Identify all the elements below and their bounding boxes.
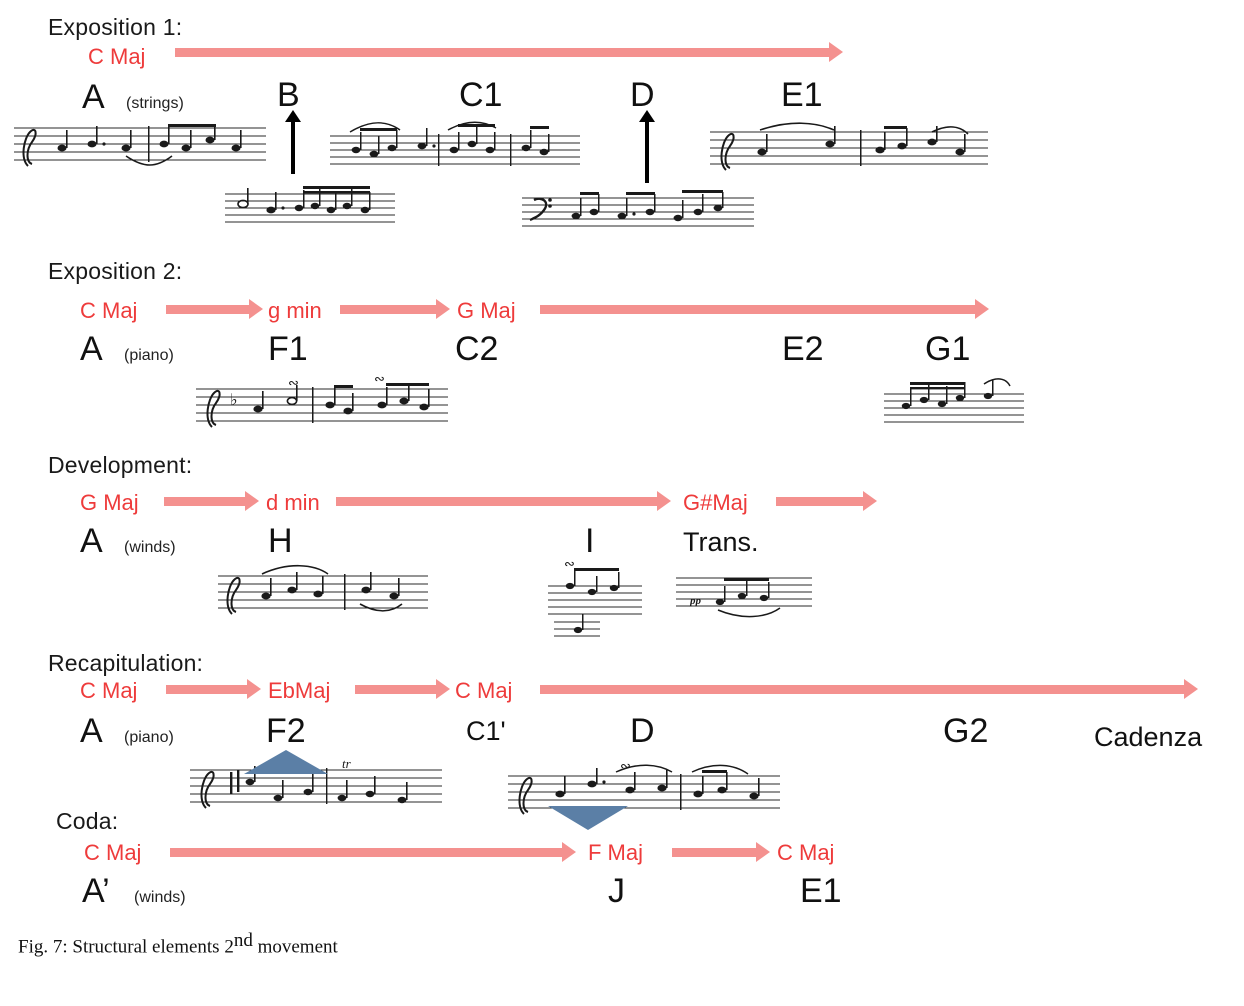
- theme-label-exp2-f1: F1: [268, 330, 308, 368]
- key-arrow-dev-3: [776, 497, 864, 506]
- key-label-dev-gsharp-maj: G#Maj: [683, 490, 748, 515]
- section-title-development: Development:: [48, 452, 193, 478]
- key-label-coda-f-maj: F Maj: [588, 840, 643, 865]
- hairpin-crescendo-f2: [244, 750, 328, 781]
- theme-label-exp1-a: A: [82, 78, 105, 116]
- key-label-dev-d-min: d min: [266, 490, 320, 515]
- key-label-exp2-g-maj: G Maj: [457, 298, 516, 323]
- theme-label-recap-c1-prime: C1': [466, 716, 506, 746]
- key-arrow-recap-2: [355, 685, 437, 694]
- figure-caption-suffix: movement: [252, 936, 338, 958]
- theme-label-dev-a: A: [80, 522, 103, 560]
- key-arrow-coda-2: [672, 848, 757, 857]
- theme-label-dev-i: I: [585, 522, 595, 560]
- key-arrow-exp2-1: [166, 305, 250, 314]
- svg-text:∾: ∾: [288, 375, 299, 390]
- section-title-exposition-1: Exposition 1:: [48, 14, 183, 40]
- theme-label-coda-j: J: [608, 872, 625, 910]
- theme-label-exp1-c1: C1: [459, 76, 503, 114]
- figure-caption: [18, 930, 338, 958]
- key-label-dev-g-maj: G Maj: [80, 490, 139, 515]
- dynamic-mark-pp: pp: [690, 595, 701, 607]
- pointer-arrow-b: [291, 121, 295, 174]
- music-snippet-exp1-b: [225, 180, 395, 232]
- key-label-recap-c-maj-2: C Maj: [455, 678, 513, 703]
- theme-label-recap-f2: F2: [266, 712, 306, 750]
- key-label-exp1-c-maj: C Maj: [88, 44, 146, 69]
- key-label-coda-c-maj-2: C Maj: [777, 840, 835, 865]
- theme-label-exp2-a: A: [80, 330, 103, 368]
- theme-label-exp2-g1: G1: [925, 330, 971, 368]
- svg-text:∾: ∾: [620, 760, 631, 773]
- section-title-recapitulation: Recapitulation:: [48, 650, 204, 676]
- instrument-label-exp2-a: (piano): [124, 347, 174, 364]
- key-arrow-exp1: [175, 48, 830, 57]
- music-snippet-dev-h: [218, 560, 428, 618]
- pointer-arrow-d: [645, 121, 649, 183]
- hairpin-diminuendo-d: [548, 806, 628, 835]
- theme-label-exp1-b: B: [277, 76, 300, 114]
- theme-label-exp1-d: D: [630, 76, 655, 114]
- svg-text:♭: ♭: [230, 392, 238, 409]
- music-snippet-exp1-a: [14, 118, 266, 172]
- key-arrow-exp2-3: [540, 305, 976, 314]
- key-arrow-recap-3: [540, 685, 1185, 694]
- music-snippet-dev-i: [548, 556, 642, 648]
- theme-label-exp2-e2: E2: [782, 330, 824, 368]
- key-label-recap-eb-maj: EbMaj: [268, 678, 331, 703]
- ornament-mark-tr: tr: [342, 758, 351, 771]
- key-arrow-recap-1: [166, 685, 248, 694]
- section-title-coda: Coda:: [56, 808, 119, 834]
- key-label-recap-c-maj: C Maj: [80, 678, 138, 703]
- key-label-exp2-c-maj: C Maj: [80, 298, 138, 323]
- instrument-label-dev-a: (winds): [124, 539, 176, 556]
- figure-caption-superscript: nd: [233, 930, 253, 951]
- key-arrow-dev-1: [164, 497, 246, 506]
- svg-text:∾: ∾: [374, 375, 385, 386]
- instrument-label-coda-a: (winds): [134, 889, 186, 906]
- theme-label-coda-e1: E1: [800, 872, 842, 910]
- section-title-exposition-2: Exposition 2:: [48, 258, 183, 284]
- key-arrow-exp2-2: [340, 305, 437, 314]
- music-snippet-exp2-g1: [884, 372, 1024, 430]
- theme-label-recap-a: A: [80, 712, 103, 750]
- music-snippet-exp1-c1: [330, 110, 580, 172]
- theme-label-recap-d: D: [630, 712, 655, 750]
- theme-label-exp2-c2: C2: [455, 330, 499, 368]
- theme-label-exp1-e1: E1: [781, 76, 823, 114]
- key-label-exp2-g-min: g min: [268, 298, 322, 323]
- music-snippet-dev-trans: [676, 568, 812, 620]
- music-snippet-exp1-d: [522, 186, 754, 236]
- theme-label-recap-g2: G2: [943, 712, 989, 750]
- theme-label-recap-cadenza: Cadenza: [1094, 722, 1203, 752]
- music-snippet-exp1-e1: [710, 118, 988, 174]
- key-arrow-dev-2: [336, 497, 658, 506]
- theme-label-coda-a-prime: A’: [82, 872, 110, 910]
- key-arrow-coda-1: [170, 848, 563, 857]
- instrument-label-recap-a: (piano): [124, 729, 174, 746]
- theme-label-dev-h: H: [268, 522, 293, 560]
- music-snippet-exp2-f1: [196, 375, 448, 431]
- figure-caption-prefix: Fig. 7: Structural elements 2: [18, 936, 234, 958]
- instrument-label-exp1-a: (strings): [126, 95, 184, 112]
- svg-text:∾: ∾: [564, 556, 575, 571]
- theme-label-dev-trans: Trans.: [683, 527, 759, 557]
- key-label-coda-c-maj: C Maj: [84, 840, 142, 865]
